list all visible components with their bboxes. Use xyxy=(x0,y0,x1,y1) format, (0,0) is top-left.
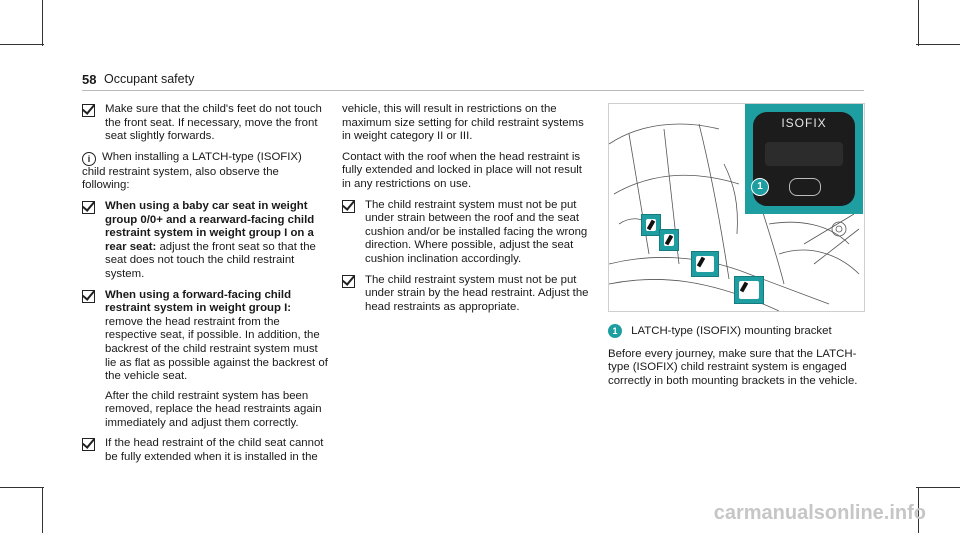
isofix-clip-marker xyxy=(691,251,719,277)
item-text: The child restraint system must not be put under strain between the roof and the seat cushion and/or be installed facing the wrong direction. Where possible, adjust the seat cushion inclination accordingly. xyxy=(365,198,588,265)
checkbox-icon xyxy=(342,200,355,213)
crop-mark xyxy=(0,44,44,45)
item-heading: When using a forward-facing child restraint system in weight group I: xyxy=(105,288,292,315)
checklist-item xyxy=(342,199,592,267)
caption-label: LATCH-type (ISOFIX) mounting bracket xyxy=(631,325,832,337)
section-title: Occupant safety xyxy=(104,72,195,86)
isofix-label: ISOFIX xyxy=(781,116,827,130)
checklist-item xyxy=(342,274,592,315)
item-text: adjust the front seat so that the seat does not touch the child restraint system. xyxy=(105,240,316,280)
paragraph: vehicle, this will result in restrictions on the maximum size setting for child restraint systems in weight category II or III. xyxy=(342,103,584,143)
callout-badge: 1 xyxy=(751,178,769,196)
isofix-slot xyxy=(765,142,843,166)
checkbox-icon xyxy=(82,201,95,214)
caption-body: Before every journey, make sure that the LATCH-type (ISOFIX) child restraint system is engaged correctly in both mounting brackets in the vehicle. xyxy=(608,347,858,387)
item-paragraph: After the child restraint system has been removed, replace the head restraints again immediately and adjust them correctly. xyxy=(105,389,322,429)
isofix-symbol-icon xyxy=(789,178,821,196)
checkbox-icon xyxy=(82,104,95,117)
checkbox-icon xyxy=(82,438,95,451)
checklist-item xyxy=(82,103,328,144)
isofix-clip-marker xyxy=(659,229,679,251)
note-text: When installing a LATCH-type (ISOFIX) child restraint system, also observe the following: xyxy=(82,150,302,192)
crop-mark xyxy=(0,487,44,488)
checklist-item xyxy=(82,437,328,464)
item-text: The child restraint system must not be put under strain by the head restraint. Adjust the head restraints as appropriate. xyxy=(365,273,589,313)
crop-mark xyxy=(918,0,919,46)
middle-column xyxy=(342,103,592,321)
isofix-cover xyxy=(753,112,855,206)
isofix-inset xyxy=(745,104,863,214)
caption-line xyxy=(608,324,868,339)
crop-mark xyxy=(42,0,43,46)
crop-mark xyxy=(916,44,960,45)
header-divider xyxy=(82,90,864,91)
checklist-item xyxy=(82,200,328,282)
item-text: If the head restraint of the child seat cannot be fully extended when it is installed in the xyxy=(105,437,324,464)
figure-caption xyxy=(608,324,868,395)
checklist-item xyxy=(82,289,328,431)
item-text: remove the head restraint from the respective seat, if possible. In addition, the backrest of the child restraint system must lie as flat as possible against the backrest of the vehicle seat. xyxy=(105,315,328,383)
clip-icon xyxy=(647,220,655,231)
checkbox-icon xyxy=(82,290,95,303)
crop-mark xyxy=(916,487,960,488)
info-icon: i xyxy=(82,152,96,166)
crop-mark xyxy=(42,487,43,533)
watermark: carmanualsonline.info xyxy=(713,502,926,524)
isofix-clip-marker xyxy=(734,276,764,304)
left-column xyxy=(82,103,328,472)
clip-icon xyxy=(665,235,673,246)
item-heading: When using a baby car seat in weight group 0/0+ and a rearward-facing child restraint system in weight group I on a rear seat: xyxy=(105,199,315,253)
note xyxy=(82,151,328,193)
caption-number-badge: 1 xyxy=(608,324,622,338)
item-text: Make sure that the child's feet do not touch the front seat. If necessary, move the front seat slightly forwards. xyxy=(105,103,322,143)
page-number: 58 xyxy=(82,72,97,87)
clip-icon xyxy=(740,282,748,293)
paragraph: Contact with the roof when the head restraint is fully extended and locked in place will not result in any restrictions on use. xyxy=(342,150,582,190)
clip-icon xyxy=(697,257,705,268)
checkbox-icon xyxy=(342,275,355,288)
isofix-clip-marker xyxy=(641,214,661,236)
